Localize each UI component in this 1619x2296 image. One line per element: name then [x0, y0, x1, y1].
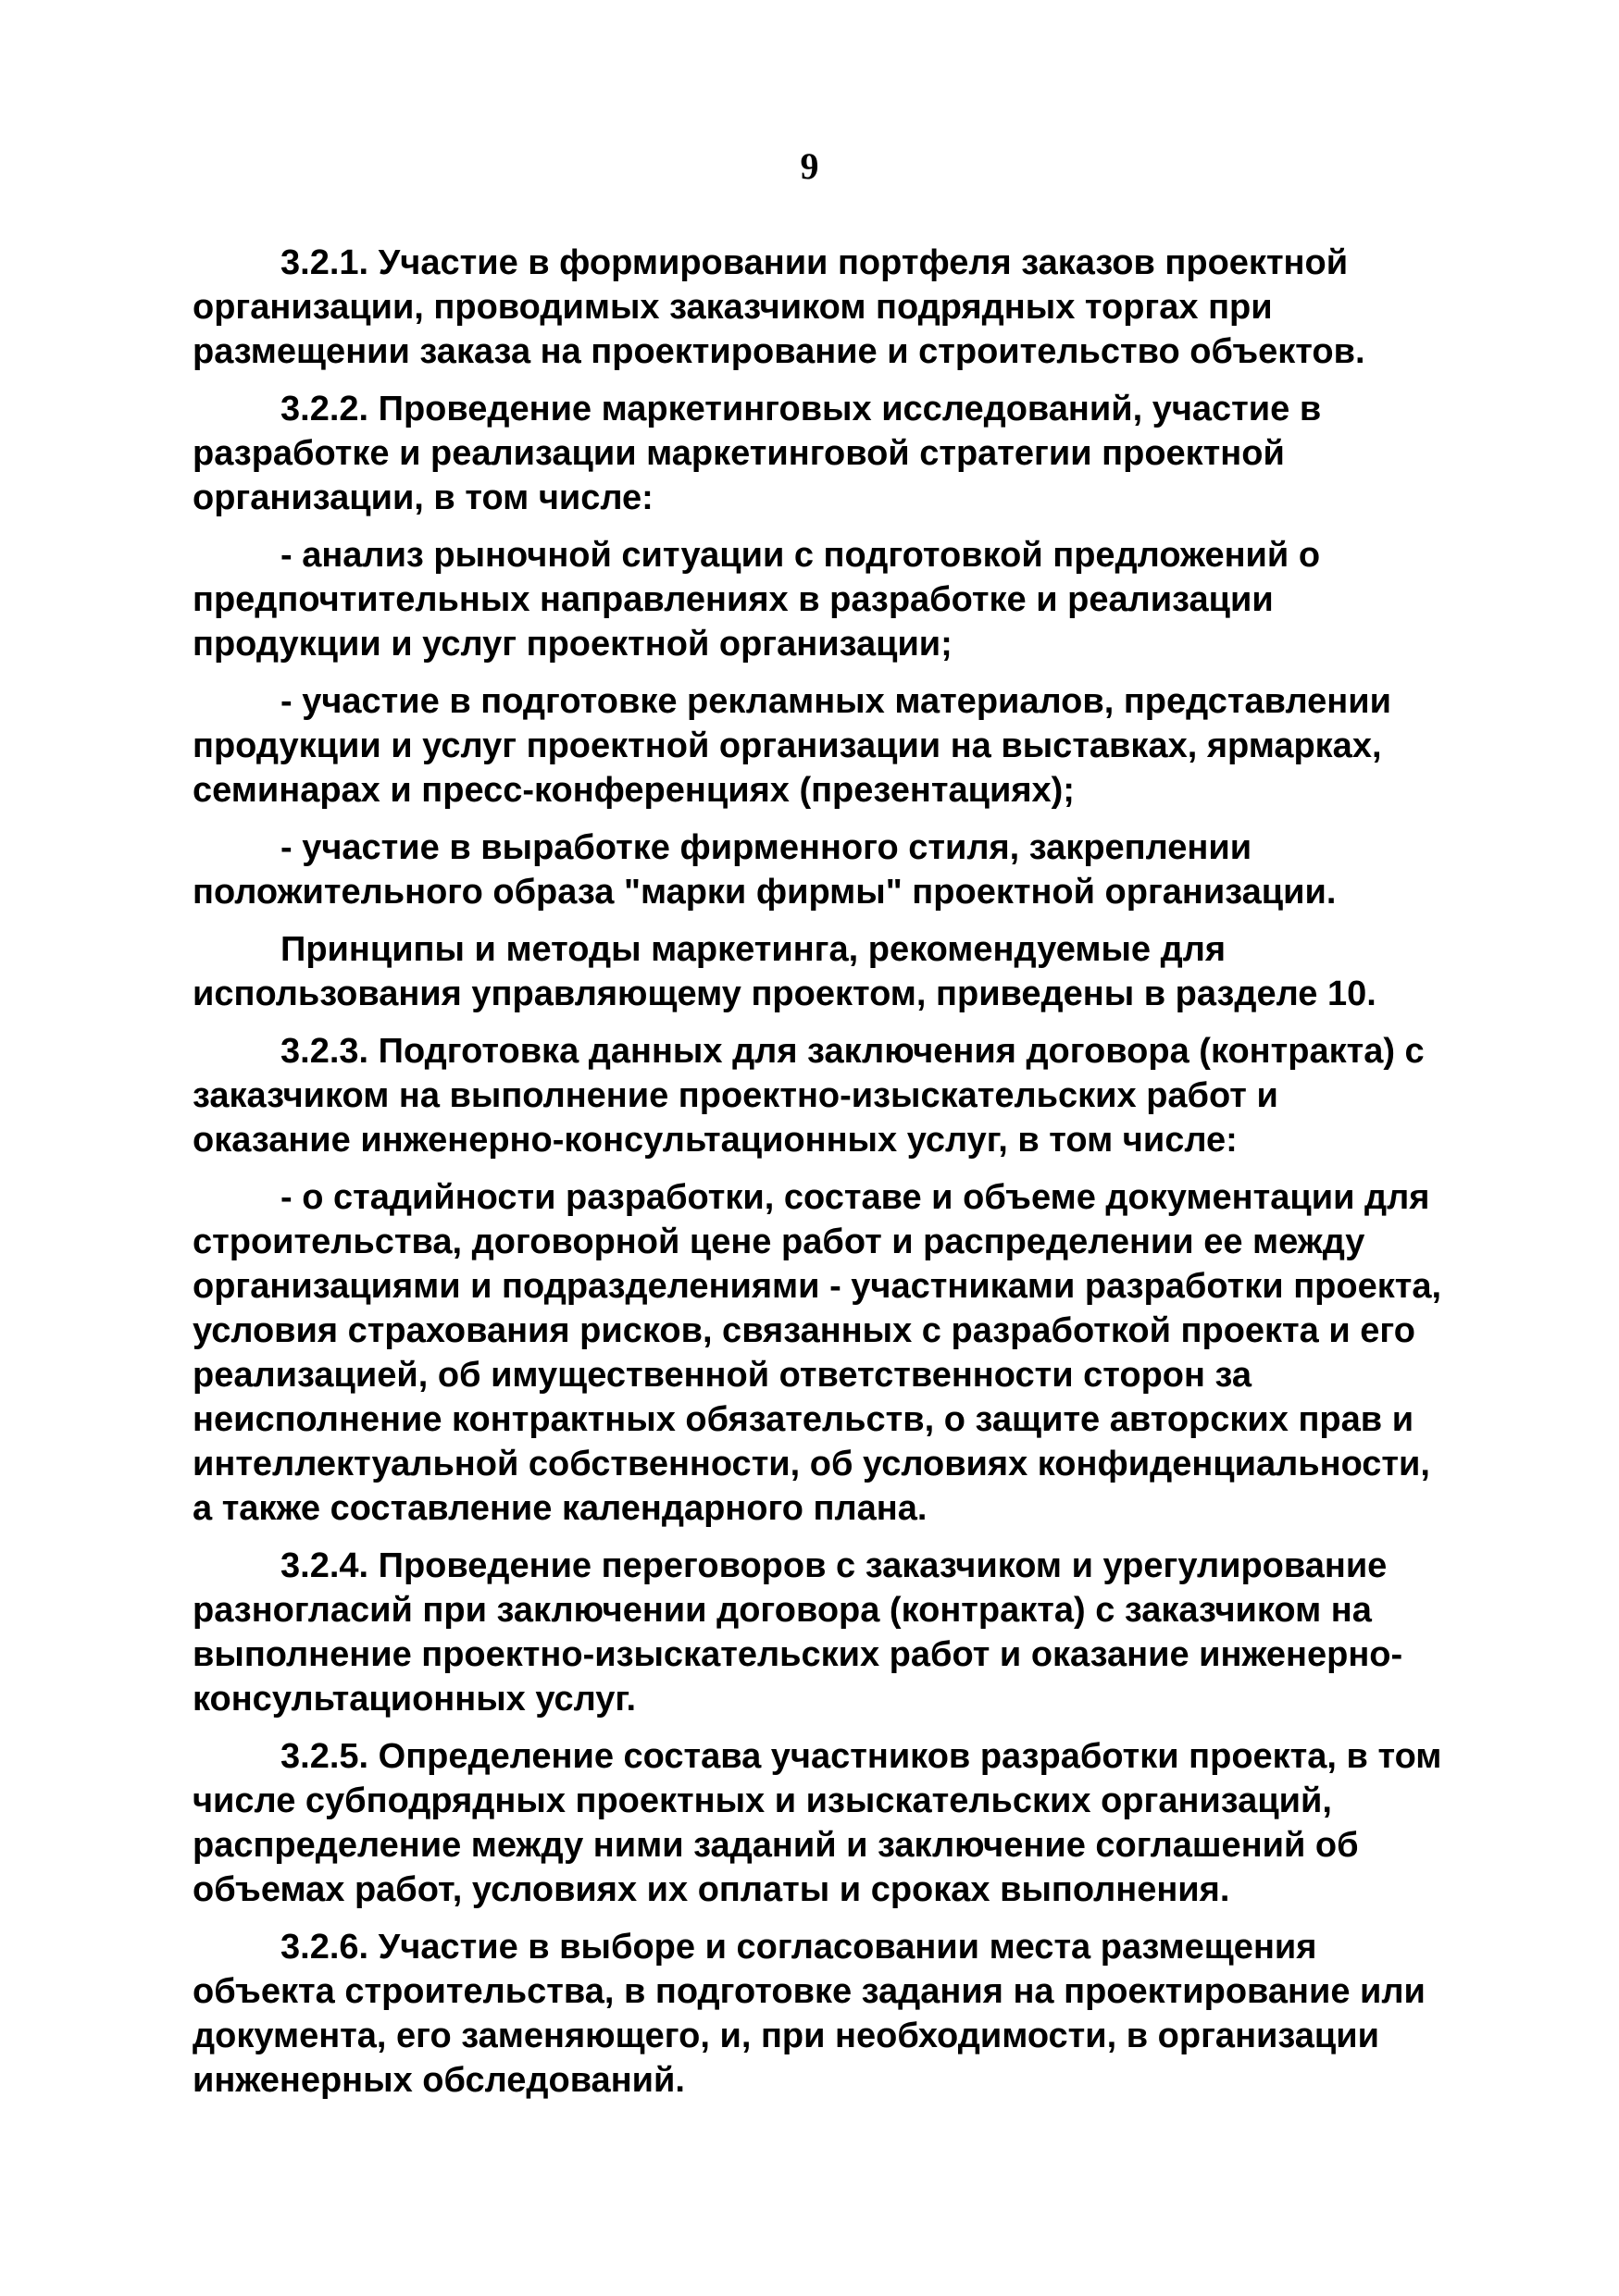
paragraph-3-2-5: 3.2.5. Определение состава участников разработки проекта, в том числе субподрядных проектных и изыскательских организаций, распределение между ними заданий и заключение соглашений об объемах работ, условиях их оплаты и сроках выполнения.: [193, 1737, 1442, 1909]
paragraph-3-2-1: 3.2.1. Участие в формировании портфеля заказов проектной организации, проводимых заказчиком подрядных торгах при размещении заказа на проектирование и строительство объектов.: [193, 243, 1365, 371]
list-item: - участие в выработке фирменного стиля, закреплении положительного образа "марки фирмы" проектной организации.: [193, 828, 1337, 912]
document-body: [193, 241, 1442, 2116]
marketing-list: [193, 533, 1442, 914]
paragraph-3-2-6: 3.2.6. Участие в выборе и согласовании места размещения объекта строительства, в подготовке задания на проектирование или документа, его заменяющего, и, при необходимости, в организации инженерных обследований.: [193, 1928, 1426, 2100]
paragraph-3-2-2: 3.2.2. Проведение маркетинговых исследований, участие в разработке и реализации маркетинговой стратегии проектной организации, в том числе:: [193, 390, 1322, 517]
paragraph-3-2-4: 3.2.4. Проведение переговоров с заказчиком и урегулирование разногласий при заключении договора (контракта) с заказчиком на выполнение проектно-изыскательских работ и оказание инженерно-консультационных услуг.: [193, 1546, 1403, 1719]
paragraph-3-2-3: 3.2.3. Подготовка данных для заключения договора (контракта) с заказчиком на выполнение проектно-изыскательских работ и оказание инженерно-консультационных услуг, в том числе:: [193, 1032, 1425, 1160]
list-item: - о стадийности разработки, составе и объеме документации для строительства, договорной цене работ и распределении ее между организациями и подразделениями - участниками разработки проекта, условия страхования рисков, связанных с разработкой проекта и его реализацией, об имущественной ответственности сторон за неисполнение контрактных обязательств, о защите авторских прав и интеллектуальной собственности, об условиях конфиденциальности, а также составление календарного плана.: [193, 1178, 1442, 1528]
paragraph-marketing-principles: Принципы и методы маркетинга, рекомендуемые для использования управляющему проектом, приведены в разделе 10.: [193, 930, 1376, 1013]
contract-list: [193, 1175, 1442, 1531]
page-number: 9: [800, 145, 819, 187]
list-item: - анализ рыночной ситуации с подготовкой предложений о предпочтительных направлениях в разработке и реализации продукции и услуг проектной организации;: [193, 536, 1321, 664]
list-item: - участие в подготовке рекламных материалов, представлении продукции и услуг проектной организации на выставках, ярмарках, семинарах и пресс-конференциях (презентациях);: [193, 682, 1391, 810]
